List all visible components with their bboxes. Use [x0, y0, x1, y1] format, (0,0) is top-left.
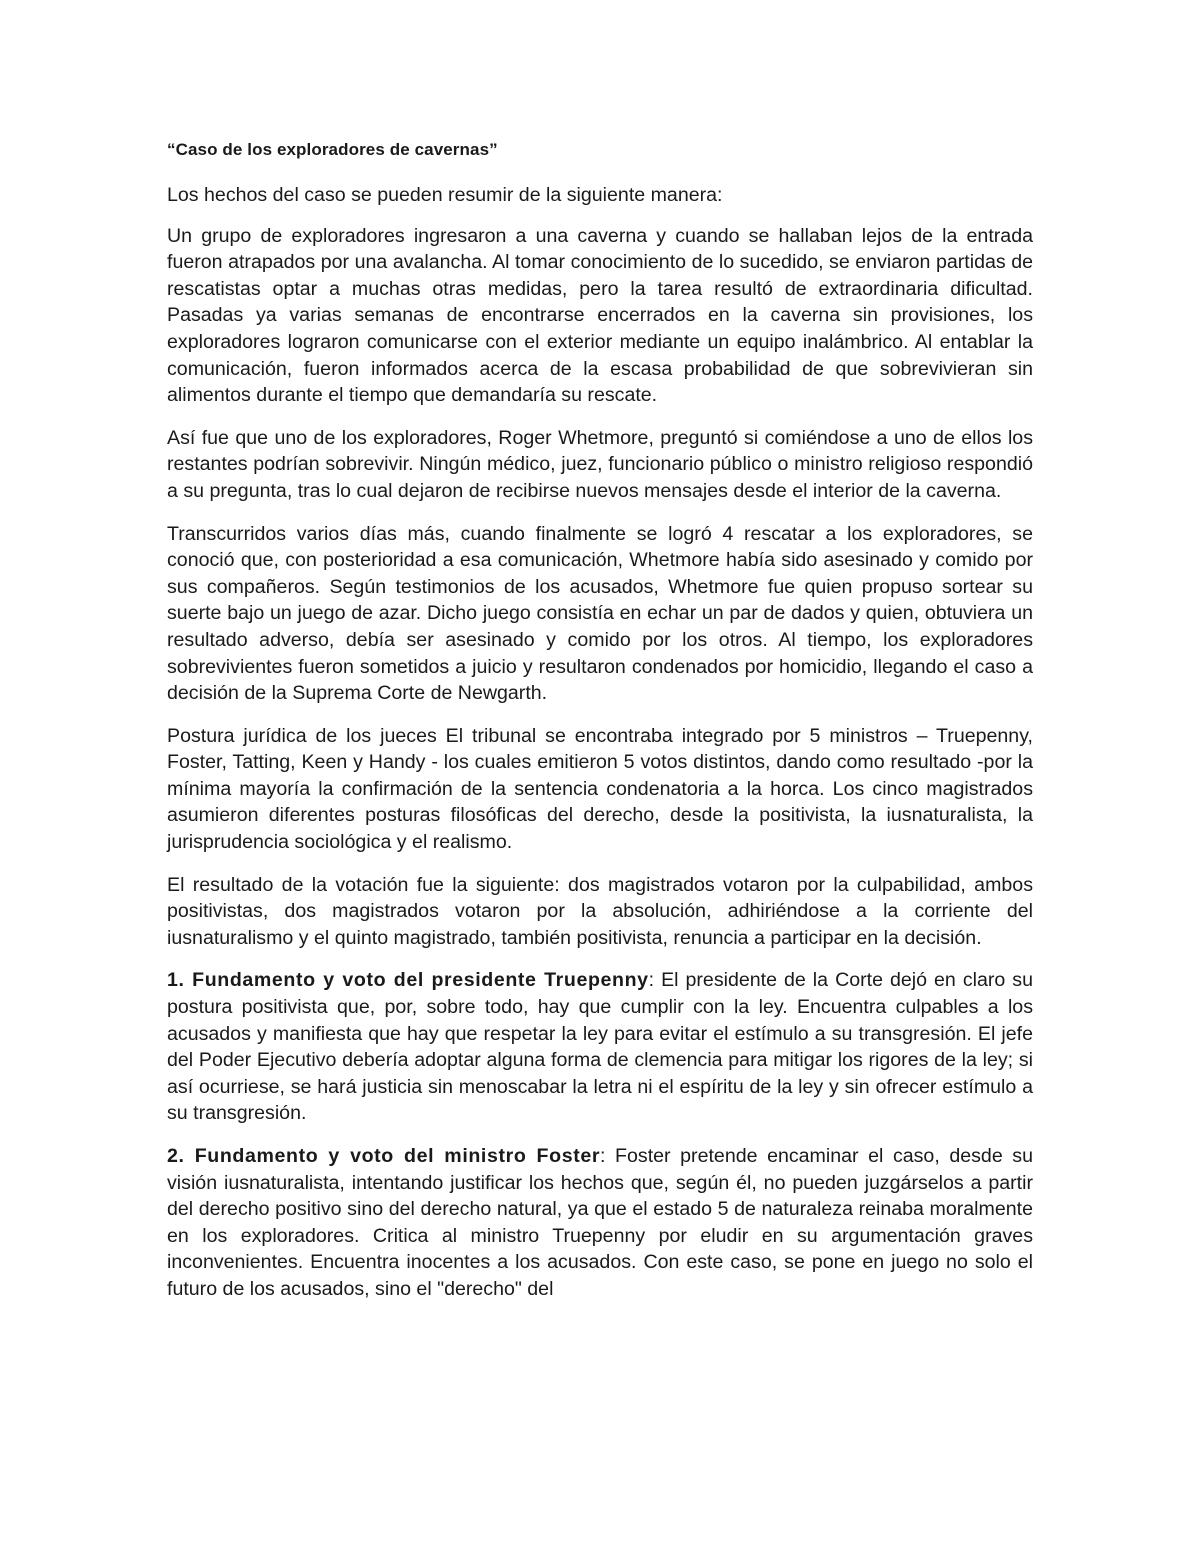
document-title: “Caso de los exploradores de cavernas”	[167, 140, 498, 159]
section-truepenny-heading: 1. Fundamento y voto del presidente Truepenny	[167, 969, 649, 992]
section-foster-body: : Foster pretende encaminar el caso, desde su visión iusnaturalista, intentando justificar los hechos que, según él, no pueden juzgárselos a partir del derecho positivo sino del derecho natural, ya que el estado 5 de naturaleza reinaba moralmente en los exploradores. Critica al ministro Truepenny por eludir en su argumentación graves inconvenientes. Encuentra inocentes a los acusados. Con este caso, se pone en juego no solo el futuro de los acusados, sino el "derecho" del	[167, 1145, 1033, 1300]
paragraph-judges-position: Postura jurídica de los jueces El tribunal se encontraba integrado por 5 ministros – Truepenny, Foster, Tatting, Keen y Handy - los cuales emitieron 5 votos distintos, dando como resultado -por la mínima mayoría la confirmación de la sentencia condenatoria a la horca. Los cinco magistrados asumieron diferentes posturas filosóficas del derecho, desde la positivista, la iusnaturalista, la jurisprudencia sociológica y el realismo.	[167, 724, 1033, 854]
paragraph-whetmore-question: Así fue que uno de los exploradores, Roger Whetmore, preguntó si comiéndose a uno de ellos los restantes podrían sobrevivir. Ningún médico, juez, funcionario público o ministro religioso respondió a su pregunta, tras lo cual dejaron de recibirse nuevos mensajes desde el interior de la caverna.	[167, 426, 1033, 502]
intro-paragraph: Los hechos del caso se pueden resumir de la siguiente manera:	[167, 184, 723, 206]
section-foster-heading: 2. Fundamento y voto del ministro Foster	[167, 1145, 601, 1167]
section-truepenny-body: : El presidente de la Corte dejó en claro su postura positivista que, por, sobre todo, hay que cumplir con la ley. Encuentra culpables a los acusados y manifiesta que hay que respetar la ley para evitar el estímulo a su transgresión. El jefe del Poder Ejecutivo debería adoptar alguna forma de clemencia para mitigar los rigores de la ley; si así ocurriese, se hará justicia sin menoscabar la letra ni el espíritu de la ley y sin ofrecer estímulo a su transgresión.	[167, 969, 1033, 1125]
paragraph-rescue: Transcurridos varios días más, cuando finalmente se logró 4 rescatar a los exploradores, se conoció que, con posterioridad a esa comunicación, Whetmore había sido asesinado y comido por sus compañeros. Según testimonios de los acusados, Whetmore fue quien propuso sortear su suerte bajo un juego de azar. Dicho juego consistía en echar un par de dados y quien, obtuviera un resultado adverso, debía ser asesinado y comido por los otros. Al tiempo, los exploradores sobrevivientes fueron sometidos a juicio y resultaron condenados por homicidio, llegando el caso a decisión de la Suprema Corte de Newgarth.	[167, 522, 1033, 705]
paragraph-facts: Un grupo de exploradores ingresaron a una caverna y cuando se hallaban lejos de la entrada fueron atrapados por una avalancha. Al tomar conocimiento de lo sucedido, se enviaron partidas de rescatistas optar a muchas otras medidas, pero la tarea resultó de extraordinaria dificultad. Pasadas ya varias semanas de encontrarse encerrados en la caverna sin provisiones, los exploradores lograron comunicarse con el exterior mediante un equipo inalámbrico. Al entablar la comunicación, fueron informados acerca de la escasa probabilidad de que sobrevivieran sin alimentos durante el tiempo que demandaría su rescate.	[167, 224, 1033, 407]
section-foster	[167, 1143, 1033, 1303]
section-truepenny	[167, 967, 1033, 1127]
document-page	[167, 140, 1033, 1303]
paragraph-vote-result: El resultado de la votación fue la siguiente: dos magistrados votaron por la culpabilidad, ambos positivistas, dos magistrados votaron por la absolución, adhiriéndose a la corriente del iusnaturalismo y el quinto magistrado, también positivista, renuncia a participar en la decisión.	[167, 873, 1033, 949]
